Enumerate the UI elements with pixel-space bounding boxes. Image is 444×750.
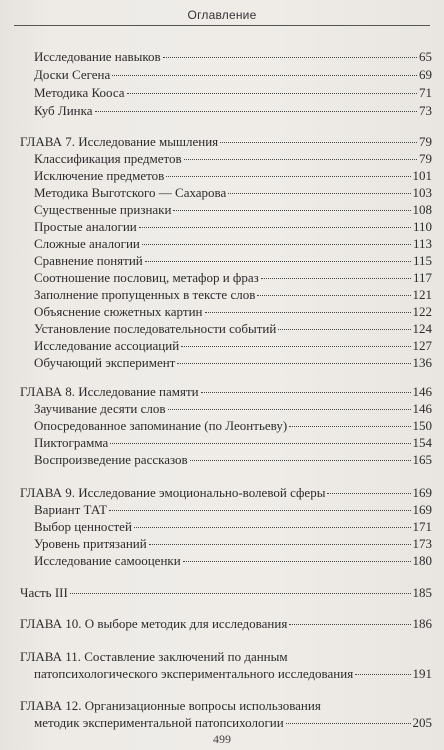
toc-entry[interactable] (34, 49, 432, 64)
toc-entry[interactable] (34, 236, 432, 251)
leader-dots (177, 363, 410, 364)
toc-chapter-page: 169 (412, 485, 432, 500)
leader-dots (142, 244, 411, 245)
toc-entry-title: Простые аналогии (34, 219, 137, 234)
toc-entry[interactable] (34, 553, 432, 568)
leader-dots (134, 527, 411, 528)
leader-dots (110, 443, 410, 444)
leader-dots (190, 460, 411, 461)
toc-entry-page: 136 (412, 355, 432, 370)
toc-entry-page: 180 (412, 553, 432, 568)
leader-dots (205, 312, 411, 313)
leader-dots (145, 261, 411, 262)
leader-dots (286, 723, 411, 724)
running-header (0, 2, 444, 26)
toc-entry[interactable] (34, 338, 432, 353)
toc-entry-page: 171 (412, 519, 432, 534)
leader-dots (261, 278, 411, 279)
toc-entry-title: Исследование самооценки (34, 553, 181, 568)
toc-chapter-page: 146 (412, 384, 432, 399)
toc-entry-title: Воспроизведение рассказов (34, 452, 188, 467)
toc-entry-title: Классификация предметов (34, 151, 182, 166)
leader-dots (355, 674, 410, 675)
toc-chapter-page: 205 (412, 715, 432, 730)
toc-entry-page: 165 (412, 452, 432, 467)
toc-entry-title: Заполнение пропущенных в тексте слов (34, 287, 256, 302)
toc-entry-title: Заучивание десяти слов (34, 401, 166, 416)
leader-dots (289, 426, 410, 427)
toc-entry-title: Опосредованное запоминание (по Леонтьеву) (34, 418, 288, 433)
toc-entry-page: 71 (419, 85, 432, 100)
toc-part-page: 185 (412, 585, 432, 600)
leader-dots (184, 159, 417, 160)
leader-dots (112, 75, 417, 76)
toc-entry-title: Пиктограмма (34, 435, 109, 450)
toc-entry-page: 124 (412, 321, 432, 336)
toc-entry-title: Исследование навыков (34, 49, 161, 64)
toc-chapter-page: 79 (419, 134, 432, 149)
toc-entry[interactable] (34, 253, 432, 268)
toc-entry[interactable] (34, 435, 432, 450)
toc-entry-title: Установление последовательности событий (34, 321, 277, 336)
leader-dots (228, 193, 410, 194)
toc-entry-title: Соотношение пословиц, метафор и фраз (34, 270, 259, 285)
toc-chapter-title: ГЛАВА 10. О выборе методик для исследования (20, 616, 288, 631)
toc-chapter-title: ГЛАВА 12. Организационные вопросы использования (20, 698, 321, 713)
toc-chapter[interactable] (20, 485, 432, 500)
leader-dots (163, 57, 417, 58)
toc-entry-title: Вариант ТАТ (34, 502, 108, 517)
leader-dots (127, 93, 417, 94)
toc-entry[interactable] (34, 67, 432, 82)
toc-chapter[interactable] (20, 384, 432, 399)
page-number: 499 (213, 732, 231, 746)
toc-entry-page: 73 (419, 103, 432, 118)
toc-entry[interactable] (34, 321, 432, 336)
toc-entry-title: Обучающий эксперимент (34, 355, 176, 370)
toc-chapter[interactable] (20, 134, 432, 149)
toc-entry[interactable] (34, 452, 432, 467)
toc-entry-page: 127 (412, 338, 432, 353)
toc-entry-title: Выбор ценностей (34, 519, 132, 534)
toc-entry-page: 101 (412, 168, 432, 183)
toc-entry[interactable] (34, 185, 432, 200)
leader-dots (201, 392, 411, 393)
header-title: Оглавление (187, 8, 257, 22)
toc-entry[interactable] (34, 418, 432, 433)
toc-entry-title: Методика Кооса (34, 85, 125, 100)
toc-entry-page: 122 (412, 304, 432, 319)
toc-entry-page: 108 (412, 202, 432, 217)
toc-entry[interactable] (34, 202, 432, 217)
toc-entry-title: Куб Линка (34, 103, 93, 118)
leader-dots (139, 227, 411, 228)
toc-chapter-continuation (34, 666, 432, 681)
toc-entry[interactable] (34, 355, 432, 370)
toc-entry-page: 103 (412, 185, 432, 200)
toc-entry-page: 150 (412, 418, 432, 433)
toc-entry-title: Методика Выготского — Сахарова (34, 185, 227, 200)
toc-chapter-title-cont: методик экспериментальной патопсихологии (34, 715, 284, 730)
toc-entry-title: Существенные признаки (34, 202, 172, 217)
leader-dots (109, 510, 410, 511)
toc-chapter-page: 186 (412, 616, 432, 631)
header-rule (14, 25, 430, 26)
toc-chapter-title: ГЛАВА 7. Исследование мышления (20, 134, 219, 149)
toc-entry[interactable] (34, 304, 432, 319)
leader-dots (95, 111, 417, 112)
toc-entry-title: Объяснение сюжетных картин (34, 304, 203, 319)
toc-chapter-title: ГЛАВА 8. Исследование памяти (20, 384, 199, 399)
leader-dots (183, 561, 411, 562)
toc-entry-page: 121 (412, 287, 432, 302)
toc-entry[interactable] (34, 401, 432, 416)
leader-dots (278, 329, 410, 330)
toc-entry-page: 146 (412, 401, 432, 416)
leader-dots (173, 210, 410, 211)
toc-entry-page: 115 (412, 253, 432, 268)
leader-dots (220, 142, 417, 143)
toc-entry-title: Исключение предметов (34, 168, 165, 183)
toc-entry[interactable] (34, 151, 432, 166)
toc-part[interactable] (20, 585, 432, 600)
toc-entry[interactable] (34, 103, 432, 118)
toc-entry[interactable] (34, 219, 432, 234)
toc-entry[interactable] (34, 519, 432, 534)
toc-chapter-title-cont: патопсихологического экспериментального исследования (34, 666, 354, 681)
toc-entry-title: Доски Сегена (34, 67, 111, 82)
toc-entry[interactable] (34, 536, 432, 551)
toc-entry-title: Исследование ассоциаций (34, 338, 180, 353)
toc-entry[interactable] (34, 287, 432, 302)
toc-entry-page: 169 (412, 502, 432, 517)
toc-chapter[interactable] (20, 616, 432, 631)
toc-chapter-continuation (34, 715, 432, 730)
toc-entry[interactable] (34, 85, 432, 100)
toc-chapter-title: ГЛАВА 11. Составление заключений по данным (20, 649, 288, 664)
toc-chapter-page: 191 (412, 666, 432, 681)
toc-entry-page: 154 (412, 435, 432, 450)
leader-dots (70, 593, 411, 594)
toc-entry[interactable] (34, 270, 432, 285)
toc-entry-page: 69 (419, 67, 432, 82)
leader-dots (149, 544, 411, 545)
toc-entry-title: Сложные аналогии (34, 236, 140, 251)
toc-entry-page: 117 (412, 270, 432, 285)
toc-entry-page: 173 (412, 536, 432, 551)
toc-entry-page: 79 (419, 151, 432, 166)
toc-chapter-title: ГЛАВА 9. Исследование эмоционально-волевой сферы (20, 485, 326, 500)
toc-entry-title: Уровень притязаний (34, 536, 147, 551)
leader-dots (168, 409, 411, 410)
leader-dots (181, 346, 410, 347)
toc-entry[interactable] (34, 168, 432, 183)
toc-entry-page: 113 (412, 236, 432, 251)
leader-dots (327, 493, 410, 494)
toc-entry[interactable] (34, 502, 432, 517)
toc-part-title: Часть III (20, 585, 68, 600)
leader-dots (166, 176, 410, 177)
toc-entry-title: Сравнение понятий (34, 253, 143, 268)
toc-entry-page: 65 (419, 49, 432, 64)
toc-entry-page: 110 (412, 219, 432, 234)
leader-dots (257, 295, 410, 296)
leader-dots (289, 624, 410, 625)
